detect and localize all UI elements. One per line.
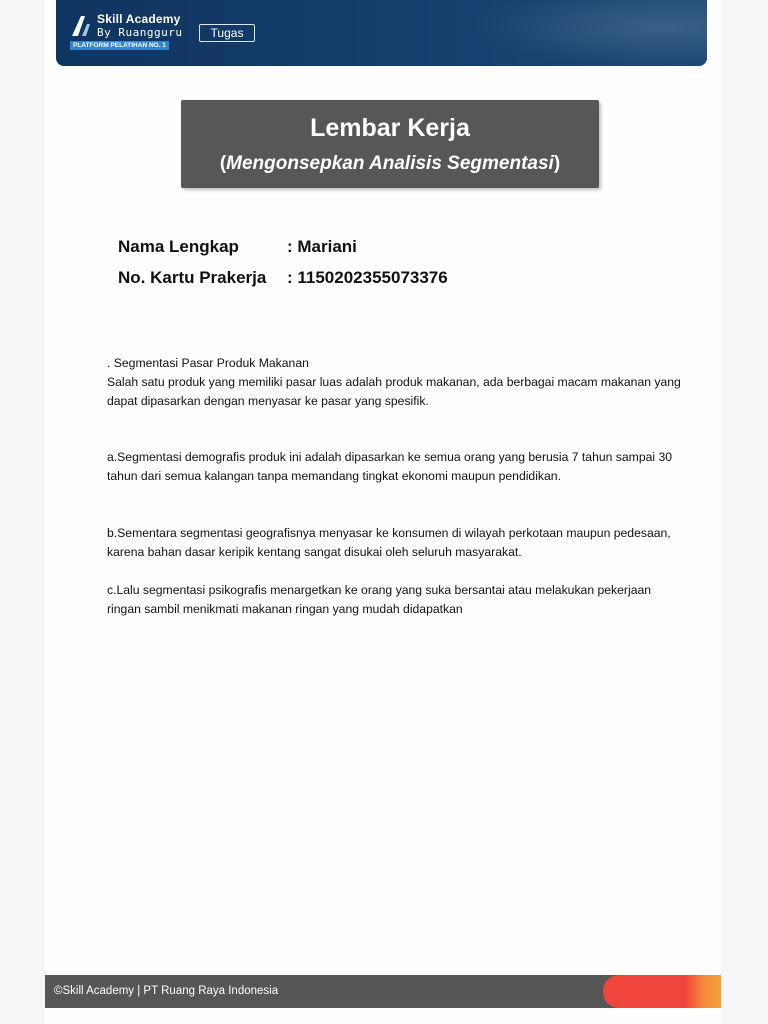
logo-tagline: PLATFORM PELATIHAN NO. 1: [70, 41, 169, 50]
footer-accent-bar: [603, 975, 721, 1008]
subtitle-text: Mengonsepkan Analisis Segmentasi: [226, 153, 554, 174]
name-label: Nama Lengkap: [118, 237, 239, 256]
document-title: Lembar Kerja: [310, 114, 470, 142]
name-value: : Mariani: [287, 237, 357, 256]
page-footer: [45, 975, 721, 1008]
header-decoration: [467, 0, 707, 66]
point-c-paragraph: c.Lalu segmentasi psikografis menargetkan ke orang yang suka bersantai atau melakukan pekerjaan ringan sambil menikmati makanan ringan yang mudah didapatkan: [107, 583, 652, 616]
card-value: : 1150202355073376: [287, 268, 448, 287]
logo-subtitle: By Ruangguru: [97, 26, 183, 39]
card-label: No. Kartu Prakerja: [118, 268, 267, 287]
subtitle-close-paren: ): [553, 153, 561, 174]
intro-paragraph: Salah satu produk yang memiliki pasar luas adalah produk makanan, ada berbagai macam makanan yang dapat dipasarkan dengan menyasar ke pasar yang spesifik.: [107, 375, 681, 408]
footer-text: ©Skill Academy | PT Ruang Raya Indonesia: [54, 985, 279, 997]
document-subtitle: [181, 153, 599, 175]
section-heading: . Segmentasi Pasar Produk Makanan: [107, 356, 309, 370]
title-box: [181, 100, 599, 188]
tugas-badge: Tugas: [199, 24, 255, 42]
skill-academy-logo-icon: [70, 14, 92, 38]
point-a-paragraph: a.Segmentasi demografis produk ini adalah dipasarkan ke semua orang yang berusia 7 tahun sampai 30 tahun dari semua kalangan tanpa memandang tingkat ekonomi maupun pendidikan.: [107, 450, 673, 483]
point-b-paragraph: b.Sementara segmentasi geografisnya menyasar ke konsumen di wilayah perkotaan maupun pedesaan, karena bahan dasar keripik kentang sangat disukai oleh seluruh masyarakat.: [107, 526, 671, 559]
logo-title: Skill Academy: [97, 12, 181, 26]
subtitle-open-paren: (: [219, 153, 227, 174]
